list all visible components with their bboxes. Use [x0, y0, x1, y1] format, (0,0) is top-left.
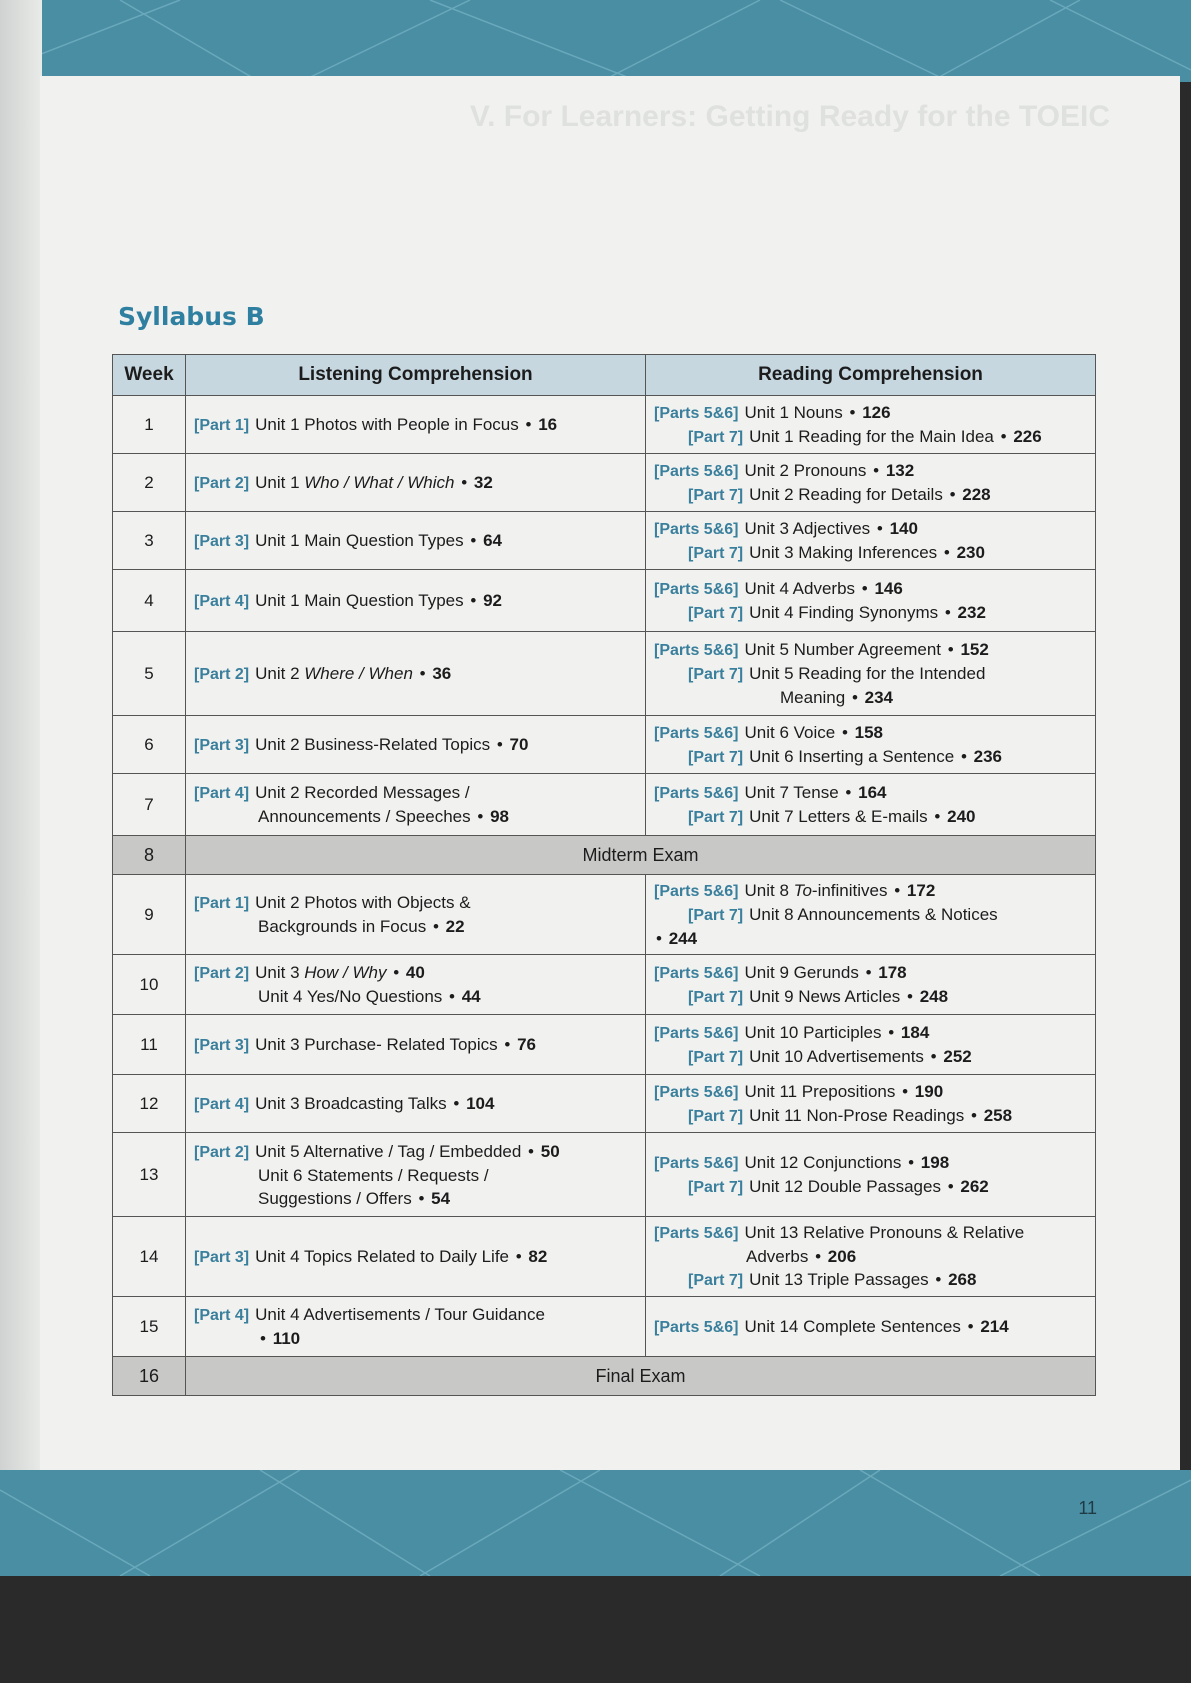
part-tag: [Parts 5&6] — [654, 642, 739, 659]
unit-title: Unit 5 Number Agreement — [744, 640, 942, 659]
book-spine-shadow — [0, 0, 42, 1470]
page-ref: 234 — [864, 688, 894, 707]
part-tag: [Part 7] — [688, 907, 744, 924]
part-tag: [Part 4] — [194, 785, 250, 802]
page-ref: 16 — [538, 414, 558, 434]
page-ref: 132 — [885, 460, 915, 480]
page-ref: 198 — [920, 1152, 950, 1172]
table-row — [113, 570, 1096, 632]
final-row — [113, 1357, 1096, 1396]
bullet: • — [260, 1329, 266, 1348]
final-exam-label: Final Exam — [186, 1357, 1096, 1396]
unit-title: Unit 12 Double Passages — [749, 1176, 941, 1196]
part-tag: [Part 3] — [194, 532, 250, 550]
unit-title-italic: Where / When — [304, 663, 413, 683]
unit-title: Unit 1 Reading for the Main Idea — [749, 426, 994, 446]
unit-title: Unit 2 Photos with Objects & — [255, 893, 471, 912]
table-row — [113, 1075, 1096, 1133]
unit-title: Unit 3 — [255, 963, 305, 982]
week-cell: 4 — [113, 570, 186, 632]
page-ref: 140 — [889, 518, 918, 538]
bullet: • — [873, 460, 880, 480]
page-ref: 262 — [960, 1176, 989, 1196]
week-cell: 1 — [113, 396, 186, 454]
bullet: • — [934, 806, 941, 826]
page-number: 11 — [1078, 1498, 1097, 1518]
bullet: • — [815, 1247, 822, 1266]
part-tag: [Parts 5&6] — [654, 1154, 739, 1172]
part-tag: [Part 2] — [194, 665, 250, 683]
bullet: • — [947, 640, 954, 659]
part-tag: [Part 3] — [194, 1036, 250, 1054]
part-tag: [Part 3] — [194, 736, 250, 754]
listening-cell — [186, 512, 646, 570]
page-ref: 226 — [1013, 426, 1042, 446]
table-row — [113, 512, 1096, 570]
reading-header: Reading Comprehension — [646, 355, 1096, 396]
unit-title: Unit 14 Complete Sentences — [744, 1316, 961, 1336]
page-ref: 64 — [483, 530, 502, 550]
unit-title-italic: To — [793, 881, 812, 900]
part-tag: [Part 7] — [688, 486, 744, 504]
page-ref: 164 — [858, 782, 887, 802]
bullet: • — [1000, 426, 1007, 446]
bullet: • — [656, 929, 662, 948]
part-tag: [Parts 5&6] — [654, 462, 739, 480]
page-ref: 258 — [983, 1105, 1013, 1125]
bullet: • — [845, 782, 852, 802]
bullet: • — [496, 734, 503, 754]
reading-cell — [646, 570, 1096, 632]
unit-title: Unit 13 Triple Passages — [749, 1270, 929, 1289]
week-cell: 13 — [113, 1133, 186, 1217]
bullet: • — [907, 986, 913, 1006]
midterm-exam-label: Midterm Exam — [186, 836, 1096, 875]
top-decorative-band — [0, 0, 1191, 82]
listening-cell — [186, 1297, 646, 1357]
listening-cell — [186, 955, 646, 1015]
unit-title: Unit 11 Non-Prose Readings — [749, 1105, 965, 1125]
unit-title: Unit 4 Finding Synonyms — [749, 602, 939, 622]
unit-title: Unit 8 Announcements & Notices — [749, 905, 998, 924]
syllabus-table — [112, 354, 1096, 1396]
part-tag: [Parts 5&6] — [654, 1083, 739, 1101]
page-ref: 92 — [483, 590, 502, 610]
bleed-through-heading: V. For Learners: Getting Ready for the TOEIC — [469, 100, 1110, 133]
unit-title: Unit 6 Statements / Requests / — [258, 1165, 489, 1185]
syllabus-title: Syllabus B — [118, 302, 265, 331]
part-tag: [Part 7] — [688, 1048, 744, 1066]
part-tag: [Part 7] — [688, 666, 744, 683]
unit-title-continued: Meaning — [780, 688, 846, 707]
unit-title: Unit 4 Advertisements / Tour Guidance — [255, 1305, 545, 1324]
table-row — [113, 1217, 1096, 1297]
midterm-row — [113, 836, 1096, 875]
bullet: • — [470, 530, 477, 550]
unit-title-continued: Backgrounds in Focus — [258, 917, 427, 936]
unit-title: Unit 5 Reading for the Intended — [749, 664, 986, 683]
bullet: • — [971, 1105, 977, 1125]
bullet: • — [876, 518, 883, 538]
bullet: • — [393, 963, 400, 982]
unit-title: Unit 6 Voice — [744, 722, 836, 742]
part-tag: [Part 7] — [688, 1178, 744, 1196]
listening-cell — [186, 875, 646, 955]
page-ref: 230 — [956, 542, 985, 562]
reading-cell — [646, 955, 1096, 1015]
table-row — [113, 454, 1096, 512]
page-ref: 22 — [445, 917, 465, 936]
table-row — [113, 1015, 1096, 1075]
unit-title: Unit 7 Tense — [744, 782, 839, 802]
unit-title: Unit 7 Letters & E-mails — [749, 806, 928, 826]
page-ref: 206 — [827, 1247, 857, 1266]
part-tag: [Parts 5&6] — [654, 1024, 739, 1042]
week-cell: 2 — [113, 454, 186, 512]
reading-cell — [646, 1297, 1096, 1357]
part-tag: [Part 2] — [194, 965, 250, 982]
bullet: • — [525, 414, 532, 434]
listening-cell — [186, 1015, 646, 1075]
unit-title: Unit 4 Topics Related to Daily Life — [255, 1246, 509, 1266]
table-row — [113, 632, 1096, 716]
reading-cell — [646, 512, 1096, 570]
part-tag: [Part 3] — [194, 1248, 250, 1266]
bullet: • — [453, 1093, 460, 1113]
unit-title: Unit 6 Inserting a Sentence — [749, 746, 955, 766]
unit-title: Unit 5 Alternative / Tag / Embedded — [255, 1141, 522, 1161]
page-ref: 228 — [962, 484, 991, 504]
unit-title: Unit 3 Purchase- Related Topics — [255, 1034, 498, 1054]
reading-cell — [646, 454, 1096, 512]
week-cell: 15 — [113, 1297, 186, 1357]
part-tag: [Parts 5&6] — [654, 964, 739, 982]
bullet: • — [949, 484, 956, 504]
week-cell: 9 — [113, 875, 186, 955]
page-ref: 126 — [862, 402, 891, 422]
bullet: • — [930, 1046, 937, 1066]
bullet: • — [418, 1188, 425, 1208]
part-tag: [Part 4] — [194, 1095, 250, 1113]
unit-title: Unit 8 — [744, 881, 794, 900]
bullet: • — [902, 1081, 909, 1101]
bullet: • — [894, 881, 901, 900]
bullet: • — [967, 1316, 974, 1336]
bullet: • — [504, 1034, 511, 1054]
part-tag: [Part 1] — [194, 416, 250, 434]
bullet: • — [849, 402, 856, 422]
bullet: • — [888, 1022, 895, 1042]
page-ref: 44 — [461, 987, 481, 1006]
unit-title: Unit 10 Advertisements — [749, 1046, 924, 1066]
page-ref: 268 — [948, 1270, 977, 1289]
unit-title-continued: Suggestions / Offers — [258, 1188, 412, 1208]
reading-cell — [646, 1075, 1096, 1133]
table-header-row — [113, 355, 1096, 396]
page-ref: 248 — [919, 986, 949, 1006]
part-tag: [Part 7] — [688, 988, 744, 1006]
part-tag: [Part 7] — [688, 604, 744, 622]
listening-cell — [186, 454, 646, 512]
unit-title: Unit 2 Pronouns — [744, 460, 867, 480]
bullet: • — [477, 807, 484, 826]
unit-title: Unit 4 Adverbs — [744, 578, 856, 598]
part-tag: [Part 7] — [688, 748, 744, 766]
page-ref: 158 — [854, 722, 884, 742]
part-tag: [Part 7] — [688, 808, 744, 826]
page-ref: 82 — [528, 1246, 548, 1266]
reading-cell — [646, 774, 1096, 836]
part-tag: [Part 2] — [194, 474, 250, 492]
page-ref: 40 — [405, 963, 425, 982]
bullet: • — [432, 917, 439, 936]
listening-cell — [186, 1075, 646, 1133]
page-ref: 184 — [900, 1022, 930, 1042]
bullet: • — [908, 1152, 915, 1172]
listening-cell — [186, 570, 646, 632]
part-tag: [Parts 5&6] — [654, 1225, 739, 1242]
unit-title: Unit 2 Reading for Details — [749, 484, 943, 504]
unit-title: Unit 2 — [255, 663, 305, 683]
page-ref: 110 — [272, 1329, 301, 1348]
week-cell: 16 — [113, 1357, 186, 1396]
page-ref: 98 — [490, 807, 509, 826]
bullet: • — [943, 542, 950, 562]
reading-cell — [646, 716, 1096, 774]
part-tag: [Part 7] — [688, 428, 744, 446]
page-ref: 190 — [914, 1081, 944, 1101]
part-tag: [Part 4] — [194, 592, 250, 610]
page-ref: 32 — [473, 472, 493, 492]
unit-title: Unit 2 Business-Related Topics — [255, 734, 491, 754]
unit-title-italic: Who / What / Which — [304, 472, 455, 492]
listening-cell — [186, 1217, 646, 1297]
unit-title: Unit 3 Making Inferences — [749, 542, 938, 562]
bullet: • — [960, 746, 967, 766]
week-cell: 3 — [113, 512, 186, 570]
reading-cell — [646, 1015, 1096, 1075]
bottom-band-pattern — [0, 1470, 1191, 1576]
unit-title: Unit 2 Recorded Messages / — [255, 783, 470, 802]
page-ref: 172 — [906, 881, 936, 900]
top-band-pattern — [0, 0, 1191, 82]
page-ref: 70 — [509, 734, 529, 754]
bullet: • — [461, 472, 468, 492]
unit-title: Unit 3 Adjectives — [744, 518, 871, 538]
listening-cell — [186, 632, 646, 716]
unit-title: Unit 3 Broadcasting Talks — [255, 1093, 447, 1113]
listening-cell — [186, 1133, 646, 1217]
unit-title: Unit 12 Conjunctions — [744, 1152, 902, 1172]
unit-title: Unit 13 Relative Pronouns & Relative — [744, 1223, 1025, 1242]
week-cell: 10 — [113, 955, 186, 1015]
reading-cell — [646, 632, 1096, 716]
bullet: • — [935, 1270, 942, 1289]
part-tag: [Part 2] — [194, 1143, 250, 1161]
bullet: • — [947, 1176, 954, 1196]
week-cell: 6 — [113, 716, 186, 774]
bullet: • — [515, 1246, 522, 1266]
page-ref: 36 — [432, 663, 452, 683]
page-ref: 54 — [431, 1188, 451, 1208]
week-cell: 7 — [113, 774, 186, 836]
table-row — [113, 875, 1096, 955]
table-row — [113, 774, 1096, 836]
page-ref: 214 — [980, 1316, 1009, 1336]
bottom-decorative-band — [0, 1470, 1191, 1576]
table-row — [113, 716, 1096, 774]
unit-title: Unit 9 Gerunds — [744, 962, 859, 982]
unit-title: Unit 1 Main Question Types — [255, 530, 464, 550]
table-row — [113, 1297, 1096, 1357]
listening-cell — [186, 716, 646, 774]
bullet: • — [470, 590, 477, 610]
page-ref: 76 — [517, 1034, 537, 1054]
bullet: • — [865, 962, 872, 982]
page-ref: 244 — [668, 929, 698, 948]
unit-title: Unit 10 Participles — [744, 1022, 882, 1042]
unit-title: Unit 11 Prepositions — [744, 1081, 896, 1101]
reading-cell — [646, 396, 1096, 454]
page-ref: 152 — [960, 640, 989, 659]
page-ref: 236 — [973, 746, 1002, 766]
week-cell: 8 — [113, 836, 186, 875]
listening-cell — [186, 774, 646, 836]
part-tag: [Part 7] — [688, 544, 744, 562]
week-cell: 11 — [113, 1015, 186, 1075]
reading-cell — [646, 1133, 1096, 1217]
reading-cell — [646, 875, 1096, 955]
page-ref: 178 — [878, 962, 907, 982]
bullet: • — [419, 663, 426, 683]
table-row — [113, 955, 1096, 1015]
part-tag: [Parts 5&6] — [654, 784, 739, 802]
unit-title: Unit 1 Nouns — [744, 402, 843, 422]
page-ref: 240 — [947, 806, 976, 826]
bullet: • — [944, 602, 951, 622]
part-tag: [Part 7] — [688, 1107, 744, 1125]
bullet: • — [861, 578, 868, 598]
unit-title: Unit 1 Photos with People in Focus — [255, 414, 519, 434]
page-ref: 104 — [466, 1093, 495, 1113]
part-tag: [Parts 5&6] — [654, 404, 739, 422]
page-ref: 252 — [943, 1046, 972, 1066]
part-tag: [Parts 5&6] — [654, 1318, 739, 1336]
part-tag: [Parts 5&6] — [654, 580, 739, 598]
part-tag: [Part 4] — [194, 1307, 250, 1324]
unit-title: Unit 9 News Articles — [749, 986, 901, 1006]
part-tag: [Part 7] — [688, 1272, 744, 1289]
reading-cell — [646, 1217, 1096, 1297]
bullet: • — [851, 688, 858, 707]
bullet: • — [528, 1141, 534, 1161]
unit-title: Unit 4 Yes/No Questions — [258, 987, 443, 1006]
page-ref: 146 — [874, 578, 903, 598]
listening-cell — [186, 396, 646, 454]
unit-title-italic: How / Why — [304, 963, 387, 982]
part-tag: [Parts 5&6] — [654, 883, 739, 900]
week-cell: 14 — [113, 1217, 186, 1297]
week-header: Week — [113, 355, 186, 396]
part-tag: [Part 1] — [194, 895, 250, 912]
page-ref: 50 — [540, 1141, 560, 1161]
part-tag: [Parts 5&6] — [654, 724, 739, 742]
unit-title: Unit 1 — [255, 472, 305, 492]
bullet: • — [841, 722, 848, 742]
unit-title: Unit 1 Main Question Types — [255, 590, 464, 610]
page-ref: 232 — [957, 602, 986, 622]
unit-title-continued: Adverbs — [746, 1247, 809, 1266]
table-row — [113, 1133, 1096, 1217]
unit-title-suffix: -infinitives — [811, 881, 888, 900]
bullet: • — [449, 987, 455, 1006]
week-cell: 5 — [113, 632, 186, 716]
listening-header: Listening Comprehension — [186, 355, 646, 396]
table-row — [113, 396, 1096, 454]
unit-title-continued: Announcements / Speeches — [258, 807, 471, 826]
week-cell: 12 — [113, 1075, 186, 1133]
part-tag: [Parts 5&6] — [654, 520, 739, 538]
